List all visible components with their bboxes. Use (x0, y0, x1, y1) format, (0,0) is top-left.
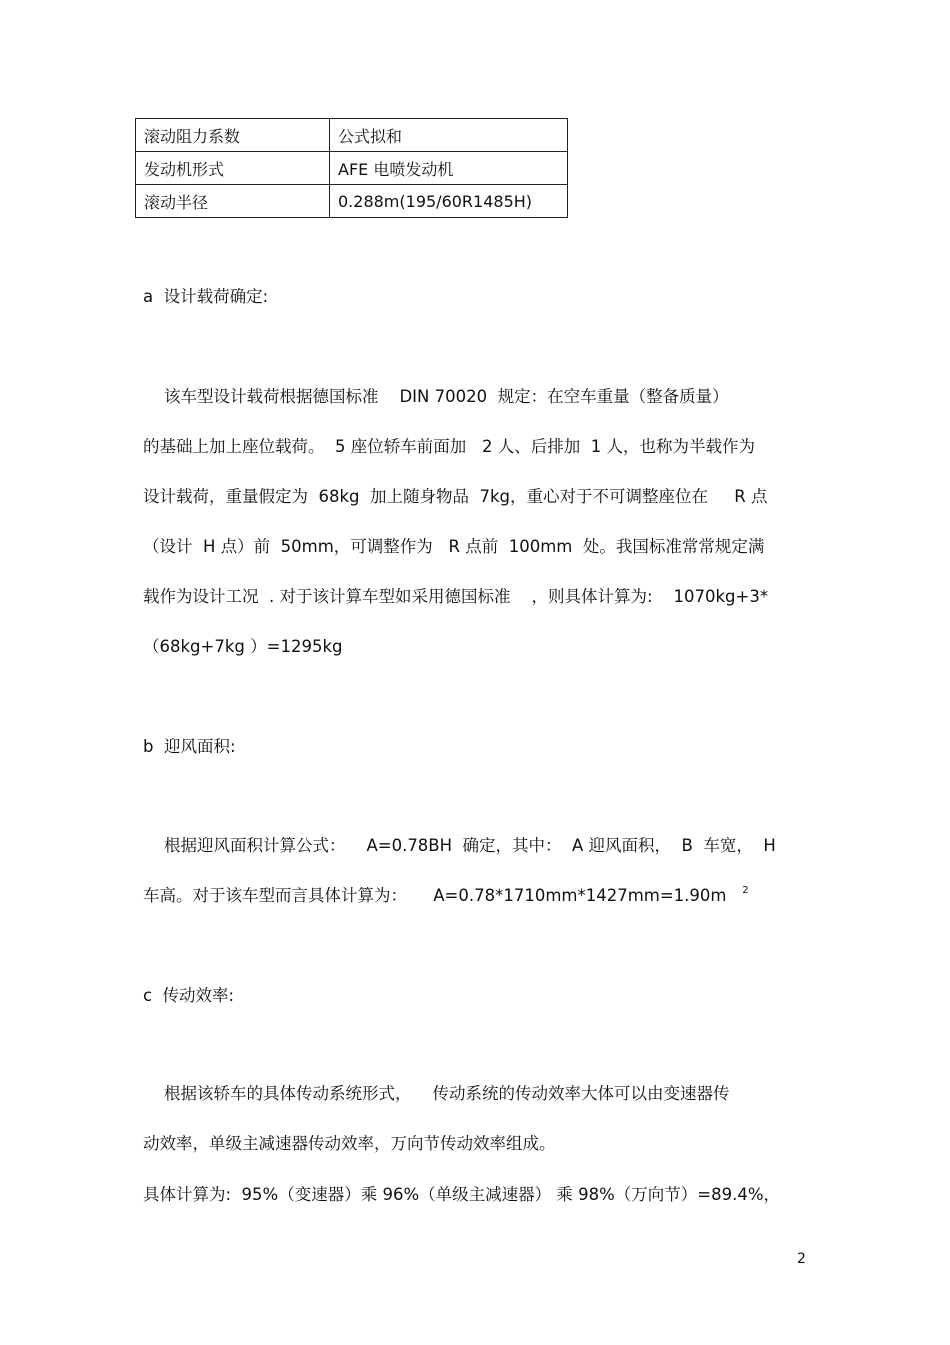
paragraph-line: 根据该轿车的具体传动系统形式， 传动系统的传动效率大体可以由变速器传 (143, 1084, 730, 1103)
table-cell: 滚动半径 (136, 185, 330, 218)
section-a-heading: a 设计载荷确定: (143, 287, 269, 306)
section-c-heading: c 传动效率: (143, 986, 235, 1005)
paragraph-line: （68kg+7kg ）=1295kg (143, 637, 343, 656)
table-row (136, 185, 568, 218)
table-cell: AFE 电喷发动机 (330, 152, 568, 185)
table-cell: 发动机形式 (136, 152, 330, 185)
paragraph-line (143, 886, 749, 909)
page-number: 2 (797, 1251, 806, 1267)
superscript: 2 (742, 885, 749, 896)
paragraph-line: 根据迎风面积计算公式： A=0.78BH 确定，其中： A 迎风面积， B 车宽， H (143, 836, 776, 855)
paragraph-line: 动效率，单级主减速器传动效率，万向节传动效率组成。 (143, 1134, 556, 1153)
paragraph-line: 设计载荷，重量假定为 68kg 加上随身物品 7kg，重心对于不可调整座位在 R 点 (143, 487, 768, 506)
table-row (136, 152, 568, 185)
formula-text: 车高。对于该车型而言具体计算为： A=0.78*1710mm*1427mm=1.90m (143, 886, 727, 905)
table-cell: 公式拟和 (330, 119, 568, 152)
spec-table (135, 118, 568, 218)
paragraph-line: 载作为设计工况 . 对于该计算车型如采用德国标准 ，则具体计算为: 1070kg+3* (143, 587, 769, 606)
table-row (136, 119, 568, 152)
paragraph-line: 的基础上加上座位载荷。 5 座位轿车前面加 2 人、后排加 1 人，也称为半载作为 (143, 437, 755, 456)
paragraph-line: 该车型设计载荷根据德国标准 DIN 70020 规定：在空车重量（整备质量） (143, 387, 729, 406)
table-cell: 滚动阻力系数 (136, 119, 330, 152)
table-cell: 0.288m(195/60R1485H) (330, 185, 568, 218)
paragraph-line: （设计 H 点）前 50mm，可调整作为 R 点前 100mm 处。我国标准常常规定满 (143, 537, 765, 556)
paragraph-line: 具体计算为: 95%（变速器）乘 96%（单级主减速器） 乘 98%（万向节）=89.4%， (143, 1185, 781, 1204)
section-b-heading: b 迎风面积: (143, 737, 236, 756)
